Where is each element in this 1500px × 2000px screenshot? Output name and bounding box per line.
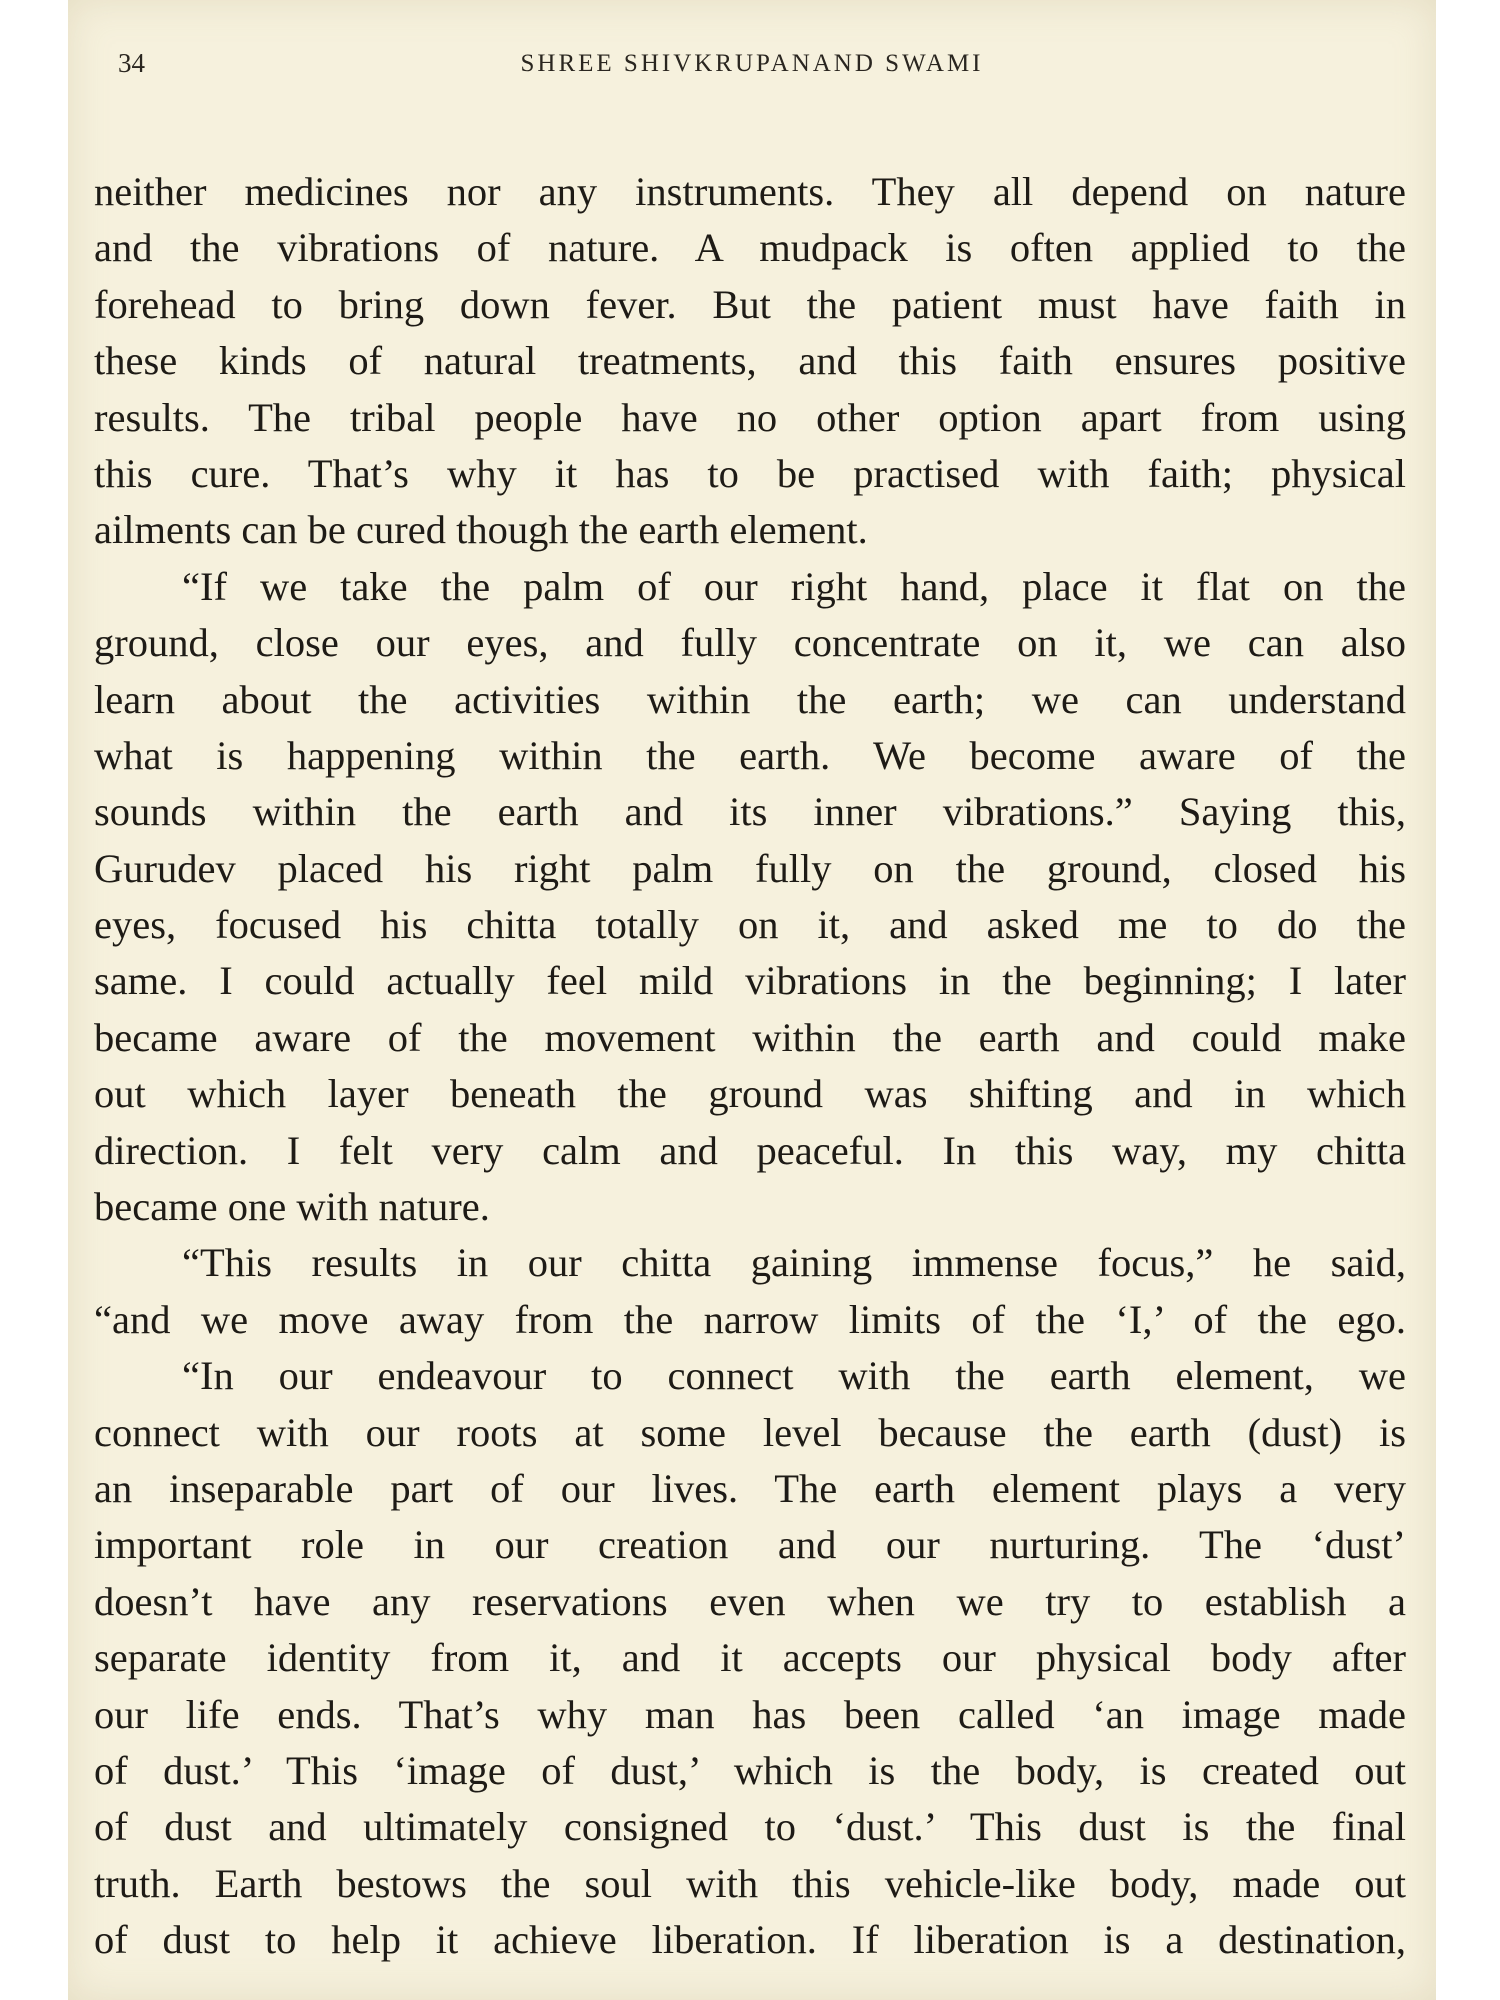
running-head [94, 48, 1410, 88]
text-line: of dust to help it achieve liberation. If liberation is a destination, [94, 1917, 1406, 1963]
page-number: 34 [118, 48, 145, 78]
text-line: forehead to bring down fever. But the patient must have faith in [94, 281, 1406, 327]
text-line: important role in our creation and our nurturing. The ‘dust’ [94, 1522, 1406, 1568]
text-line: of dust.’ This ‘image of dust,’ which is the body, is created out [94, 1747, 1406, 1793]
text-line: out which layer beneath the ground was shifting and in which [94, 1071, 1406, 1117]
text-line: what is happening within the earth. We become aware of the [94, 732, 1406, 778]
text-line: results. The tribal people have no other option apart from using [94, 394, 1406, 440]
book-page [68, 0, 1436, 2000]
text-line: direction. I felt very calm and peaceful. In this way, my chitta [94, 1127, 1406, 1173]
text-line: “and we move away from the narrow limits of the ‘I,’ of the ego. [94, 1296, 1406, 1342]
text-line: “In our endeavour to connect with the earth element, we [182, 1353, 1406, 1399]
body-text [94, 164, 1406, 1969]
text-line: truth. Earth bestows the soul with this vehicle-like body, made out [94, 1860, 1406, 1906]
text-line: sounds within the earth and its inner vibrations.” Saying this, [94, 789, 1406, 835]
text-line: ground, close our eyes, and fully concentrate on it, we can also [94, 620, 1406, 666]
book-title: SHREE SHIVKRUPANAND SWAMI [520, 50, 984, 77]
text-line: an inseparable part of our lives. The earth element plays a very [94, 1465, 1406, 1511]
text-line: ailments can be cured though the earth element. [94, 507, 868, 553]
text-line: eyes, focused his chitta totally on it, and asked me to do the [94, 902, 1406, 948]
text-line: this cure. That’s why it has to be practised with faith; physical [94, 450, 1406, 496]
text-line: separate identity from it, and it accepts our physical body after [94, 1635, 1406, 1681]
text-line: of dust and ultimately consigned to ‘dust.’ This dust is the final [94, 1804, 1406, 1850]
text-line: neither medicines nor any instruments. They all depend on nature [94, 169, 1406, 214]
text-line: and the vibrations of nature. A mudpack is often applied to the [94, 225, 1406, 271]
text-line: “This results in our chitta gaining immense focus,” he said, [182, 1240, 1406, 1286]
text-line: our life ends. That’s why man has been called ‘an image made [94, 1691, 1406, 1737]
text-line: same. I could actually feel mild vibrations in the beginning; I later [94, 958, 1406, 1004]
text-line: became aware of the movement within the earth and could make [94, 1014, 1406, 1060]
text-line: became one with nature. [94, 1184, 490, 1230]
text-line: doesn’t have any reservations even when we try to establish a [94, 1578, 1406, 1624]
text-line: “If we take the palm of our right hand, place it flat on the [182, 563, 1406, 609]
text-line: these kinds of natural treatments, and this faith ensures positive [94, 338, 1406, 384]
text-line: Gurudev placed his right palm fully on the ground, closed his [94, 845, 1406, 891]
text-line: learn about the activities within the earth; we can understand [94, 676, 1406, 722]
text-line: connect with our roots at some level because the earth (dust) is [94, 1409, 1406, 1455]
